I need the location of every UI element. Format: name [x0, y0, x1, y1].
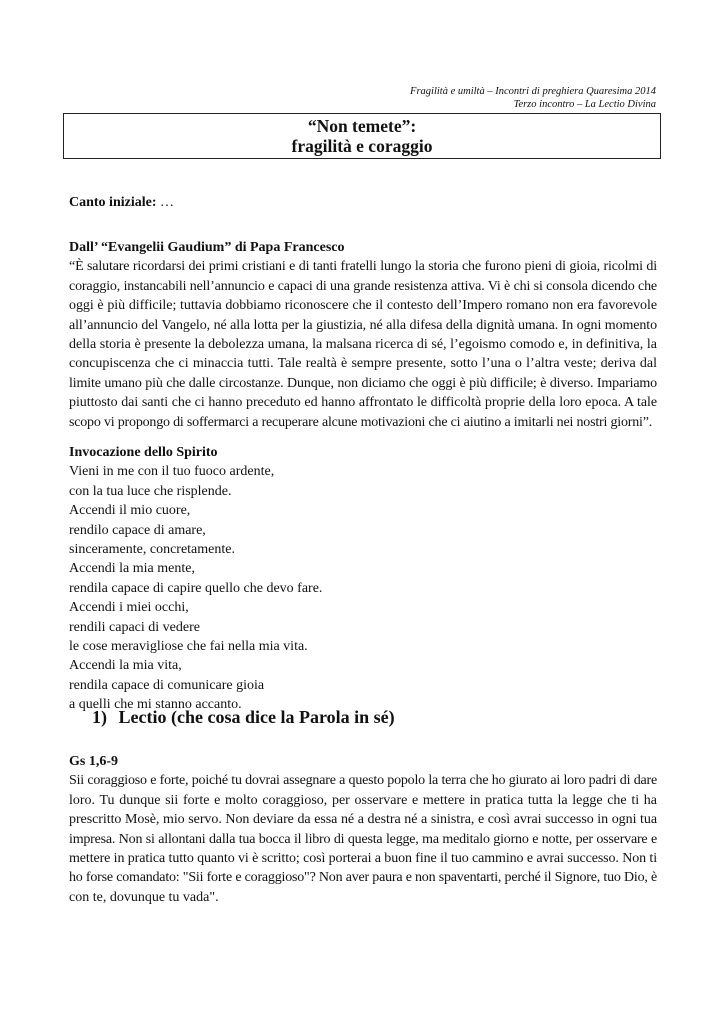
invocazione-section: [69, 443, 657, 715]
title-box: [63, 113, 661, 159]
gs-line: loro. Tu dunque sii forte e molto coraggioso, per osservare e mettere in pratica tutta la legge che ti ha: [69, 792, 657, 808]
evangelii-line: piuttosto dai santi che ci hanno preceduto ed hanno affrontato le difficoltà proprie della loro epoca. A tale: [69, 395, 657, 411]
invocazione-line: con la tua luce che risplende.: [69, 483, 232, 499]
evangelii-line: concupiscenza che ci minaccia tutti. Tale realtà è sempre presente, sotto l’una o l’altra veste; deriva dal: [69, 356, 657, 372]
canto-label: Canto iniziale:: [69, 195, 157, 210]
invocazione-line: Accendi i miei occhi,: [69, 600, 189, 616]
invocazione-line: Accendi la mia vita,: [69, 658, 182, 674]
gs-line: ho forse comandato: "Sii forte e coraggioso"? Non aver paura e non spaventarti, perché il Signore, tuo Dio, è: [69, 870, 657, 886]
evangelii-line: all’annuncio del Vangelo, né alla lotta per la giustizia, né alla difesa della dignità umana. In ogni momento: [69, 317, 657, 333]
invocazione-line: sinceramente, concretamente.: [69, 542, 235, 558]
gs-line: prescritto Mosè, mio servo. Non deviare da essa né a destra né a sinistra, e così avrai successo in ogni tua: [69, 812, 657, 828]
invocazione-line: Accendi la mia mente,: [69, 561, 195, 577]
title-line-1: “Non temete”:: [307, 116, 417, 136]
invocazione-line: rendili capaci di vedere: [69, 619, 200, 635]
invocazione-prayer: [69, 462, 657, 714]
invocazione-line: Vieni in me con il tuo fuoco ardente,: [69, 464, 275, 480]
running-header-line-2: Terzo incontro – La Lectio Divina: [513, 99, 656, 110]
section-title: Lectio (che cosa dice la Parola in sé): [118, 707, 395, 727]
running-header: [410, 85, 656, 111]
gs-line: con te, dovunque tu vada".: [69, 889, 219, 905]
invocazione-line: rendila capace di capire quello che devo fare.: [69, 580, 323, 596]
invocazione-line: le cose meravigliose che fai nella mia vita.: [69, 639, 308, 655]
section-number: 1): [92, 707, 107, 727]
evangelii-line: limite umano più che dalle circostanze. Dunque, non diciamo che oggi è più difficile; è diverso. Impariamo: [69, 375, 657, 391]
evangelii-heading: Dall’ “Evangelii Gaudium” di Papa Francesco: [69, 240, 345, 255]
invocazione-line: rendila capace di comunicare gioia: [69, 677, 265, 693]
gs-passage: [69, 771, 657, 907]
evangelii-line: oggi è più difficile; tuttavia dobbiamo riconoscere che il contesto dell’Impero romano non era favorevole: [69, 298, 657, 314]
invocazione-line: rendilo capace di amare,: [69, 522, 206, 538]
gs-line: Sii coraggioso e forte, poiché tu dovrai assegnare a questo popolo la terra che ho giurato ai loro padri di dare: [69, 773, 657, 789]
title-line-2: fragilità e coraggio: [291, 136, 433, 156]
gs-heading: Gs 1,6-9: [69, 754, 118, 769]
invocazione-line: Accendi il mio cuore,: [69, 503, 191, 519]
evangelii-line: coraggio, instancabili nell’annuncio e capaci di una grande resistenza attiva. Vi è chi si consola dicendo che: [69, 278, 657, 294]
invocazione-line: a quelli che mi stanno accanto.: [69, 697, 242, 713]
evangelii-line: della storia è presente la debolezza umana, la malsana ricerca di sé, l’egoismo comodo e, in definitiva, la: [69, 337, 657, 353]
invocazione-heading: Invocazione dello Spirito: [69, 445, 218, 460]
canto-iniziale: [69, 193, 657, 212]
evangelii-line: “È salutare ricordarsi dei primi cristiani e di tanti fratelli lungo la storia che furono pieni di gioia, ricolmi di: [69, 259, 657, 275]
canto-value: …: [160, 195, 174, 210]
evangelii-quote: [69, 257, 657, 432]
running-header-line-1: Fragilità e umiltà – Incontri di preghiera Quaresima 2014: [410, 86, 656, 97]
gs-section: [69, 752, 657, 907]
section-heading-lectio: [92, 706, 395, 728]
evangelii-line: scopo vi propongo di soffermarci a recuperare alcune motivazioni che ci aiutino a imitarli nei nostri giorni”.: [69, 414, 653, 430]
evangelii-section: [69, 238, 657, 432]
gs-line: mettere in pratica tutto quanto vi è scritto; così porterai a buon fine il tuo cammino e avrai successo. Non ti: [69, 851, 658, 867]
gs-line: impresa. Non si allontani dalla tua bocca il libro di questa legge, ma meditalo giorno e notte, per osservare e: [69, 831, 657, 847]
